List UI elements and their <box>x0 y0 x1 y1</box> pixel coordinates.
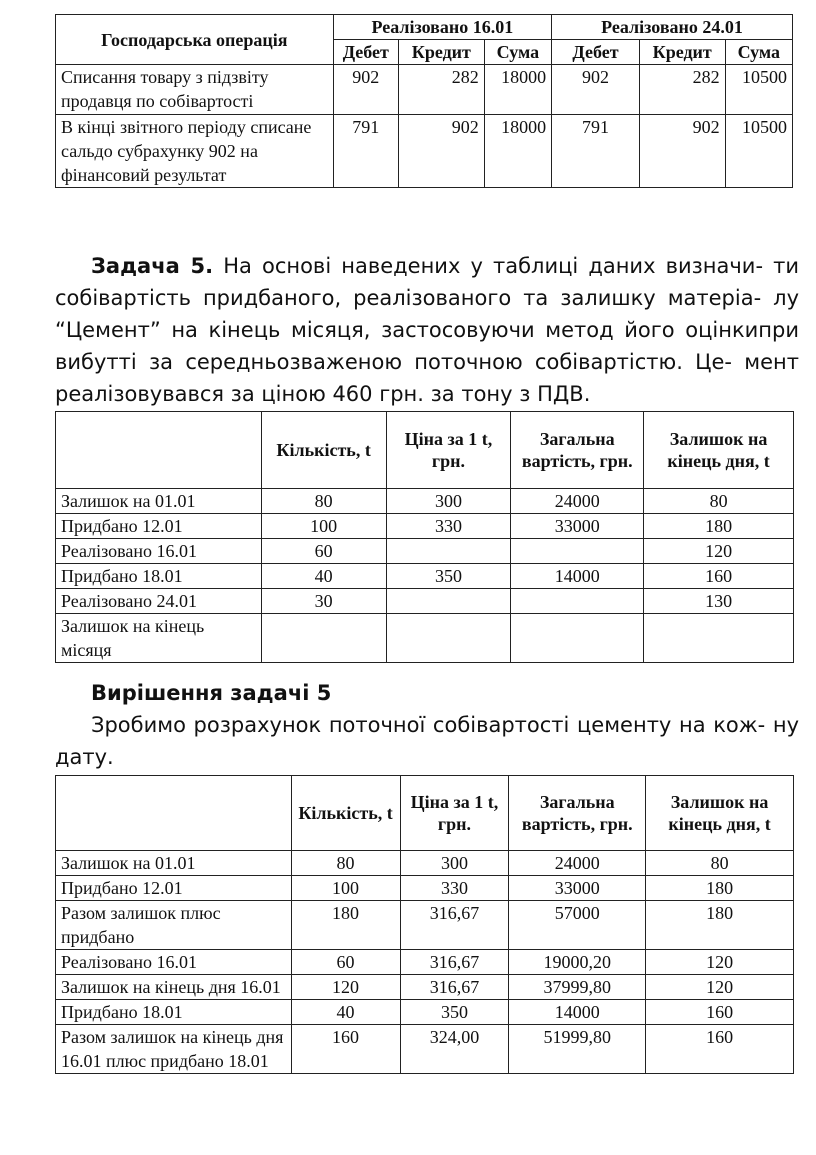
task-label: Задача 5. <box>91 254 214 278</box>
sum-cell: 18000 <box>484 65 551 115</box>
quantity-cell: 80 <box>261 489 386 514</box>
credit-cell: 282 <box>639 65 725 115</box>
row-label-cell: Реалізовано 16.01 <box>56 539 262 564</box>
row-label-cell: Реалізовано 24.01 <box>56 589 262 614</box>
price-cell: 350 <box>400 1000 509 1025</box>
credit-header: Кредит <box>639 40 725 65</box>
solution-paragraph <box>55 709 799 773</box>
total-cell: 51999,80 <box>509 1025 646 1074</box>
row-label-cell: Придбано 18.01 <box>56 1000 292 1025</box>
quantity-cell: 100 <box>291 876 400 901</box>
total-cell: 33000 <box>509 876 646 901</box>
operation-cell: В кінці звітного періоду списане сальдо субрахунку 902 на фінансовий результат <box>56 115 334 188</box>
total-cell <box>511 539 644 564</box>
table-row <box>56 851 794 876</box>
sum-header: Сума <box>725 40 792 65</box>
row-label-cell: Придбано 18.01 <box>56 564 262 589</box>
total-cell <box>511 589 644 614</box>
balance-header: Залишок на кінець дня, t <box>646 776 794 851</box>
sum-cell: 10500 <box>725 65 792 115</box>
table-header-row <box>56 15 793 40</box>
quantity-cell: 120 <box>291 975 400 1000</box>
debit-cell: 791 <box>552 115 640 188</box>
row-label-cell: Залишок на кінець дня 16.01 <box>56 975 292 1000</box>
quantity-header: Кількість, t <box>291 776 400 851</box>
price-cell: 300 <box>400 851 509 876</box>
blank-header <box>56 412 262 489</box>
task-text: На основі наведених у таблиці даних визначи- ти собівартість придбаного, реалізованого та залишку матеріа- лу “Цемент” на кінець місяця, застосовуючи метод його оцінкипри вибутті за середньозваженою поточною собівартістю. Це- мент реалізовувався за ціною 460 грн. за тону з ПДВ. <box>55 254 799 406</box>
operation-header: Господарська операція <box>56 15 334 65</box>
balance-cell: 180 <box>646 876 794 901</box>
sum-cell: 18000 <box>484 115 551 188</box>
table-row <box>56 950 794 975</box>
table-row <box>56 1000 794 1025</box>
total-header: Загальна вартість, грн. <box>511 412 644 489</box>
debit-cell: 902 <box>552 65 640 115</box>
quantity-cell: 40 <box>261 564 386 589</box>
balance-cell: 160 <box>646 1000 794 1025</box>
table-row <box>56 514 794 539</box>
table-row <box>56 614 794 663</box>
row-label-cell: Залишок на кінець місяця <box>56 614 262 663</box>
quantity-cell <box>261 614 386 663</box>
price-cell: 350 <box>386 564 511 589</box>
table-row <box>56 489 794 514</box>
total-cell: 19000,20 <box>509 950 646 975</box>
total-cell: 57000 <box>509 901 646 950</box>
price-cell: 300 <box>386 489 511 514</box>
group-header-1601: Реалізовано 16.01 <box>333 15 551 40</box>
table-row <box>56 589 794 614</box>
price-cell: 330 <box>400 876 509 901</box>
price-cell <box>386 539 511 564</box>
price-cell: 316,67 <box>400 950 509 975</box>
table-row <box>56 975 794 1000</box>
balance-cell: 120 <box>646 975 794 1000</box>
total-cell: 14000 <box>511 564 644 589</box>
quantity-cell: 30 <box>261 589 386 614</box>
price-cell: 316,67 <box>400 901 509 950</box>
table-row <box>56 876 794 901</box>
quantity-header: Кількість, t <box>261 412 386 489</box>
credit-cell: 282 <box>398 65 484 115</box>
credit-cell: 902 <box>639 115 725 188</box>
table-row <box>56 1025 794 1074</box>
debit-header: Дебет <box>333 40 398 65</box>
quantity-cell: 40 <box>291 1000 400 1025</box>
row-label-cell: Разом залишок плюс придбано <box>56 901 292 950</box>
balance-cell: 160 <box>644 564 794 589</box>
debit-cell: 902 <box>333 65 398 115</box>
table-row <box>56 901 794 950</box>
total-cell: 37999,80 <box>509 975 646 1000</box>
total-header: Загальна вартість, грн. <box>509 776 646 851</box>
total-cell: 24000 <box>511 489 644 514</box>
sum-cell: 10500 <box>725 115 792 188</box>
task-paragraph <box>55 250 799 410</box>
price-cell: 330 <box>386 514 511 539</box>
balance-header: Залишок на кінець дня, t <box>644 412 794 489</box>
price-cell <box>386 589 511 614</box>
price-cell: 316,67 <box>400 975 509 1000</box>
row-label-cell: Придбано 12.01 <box>56 514 262 539</box>
debit-header: Дебет <box>552 40 640 65</box>
balance-cell: 80 <box>644 489 794 514</box>
table-row <box>56 564 794 589</box>
blank-header <box>56 776 292 851</box>
quantity-cell: 160 <box>291 1025 400 1074</box>
table-header-row <box>56 412 794 489</box>
quantity-cell: 80 <box>291 851 400 876</box>
quantity-cell: 60 <box>261 539 386 564</box>
price-cell <box>386 614 511 663</box>
balance-cell: 160 <box>646 1025 794 1074</box>
total-cell <box>511 614 644 663</box>
balance-cell: 180 <box>646 901 794 950</box>
group-header-2401: Реалізовано 24.01 <box>552 15 793 40</box>
row-label-cell: Залишок на 01.01 <box>56 851 292 876</box>
balance-cell: 120 <box>644 539 794 564</box>
balance-cell: 120 <box>646 950 794 975</box>
table-row <box>56 65 793 115</box>
balance-cell <box>644 614 794 663</box>
row-label-cell: Разом залишок на кінець дня 16.01 плюс придбано 18.01 <box>56 1025 292 1074</box>
credit-header: Кредит <box>398 40 484 65</box>
total-cell: 24000 <box>509 851 646 876</box>
balance-cell: 80 <box>646 851 794 876</box>
solution-text: Зробимо розрахунок поточної собівартості цементу на кож- ну дату. <box>55 713 799 769</box>
price-header: Ціна за 1 t, грн. <box>386 412 511 489</box>
credit-cell: 902 <box>398 115 484 188</box>
table-row <box>56 115 793 188</box>
balance-cell: 180 <box>644 514 794 539</box>
quantity-cell: 180 <box>291 901 400 950</box>
cost-calculation-table <box>55 775 794 1074</box>
row-label-cell: Реалізовано 16.01 <box>56 950 292 975</box>
table-header-row <box>56 776 794 851</box>
quantity-cell: 100 <box>261 514 386 539</box>
sum-header: Сума <box>484 40 551 65</box>
total-cell: 14000 <box>509 1000 646 1025</box>
row-label-cell: Залишок на 01.01 <box>56 489 262 514</box>
balance-cell: 130 <box>644 589 794 614</box>
solution-title: Вирішення задачі 5 <box>91 681 332 705</box>
quantity-cell: 60 <box>291 950 400 975</box>
price-cell: 324,00 <box>400 1025 509 1074</box>
operation-cell: Списання товару з підзвіту продавця по собівартості <box>56 65 334 115</box>
price-header: Ціна за 1 t, грн. <box>400 776 509 851</box>
entries-table <box>55 14 793 188</box>
debit-cell: 791 <box>333 115 398 188</box>
total-cell: 33000 <box>511 514 644 539</box>
cement-data-table <box>55 411 794 663</box>
row-label-cell: Придбано 12.01 <box>56 876 292 901</box>
table-row <box>56 539 794 564</box>
